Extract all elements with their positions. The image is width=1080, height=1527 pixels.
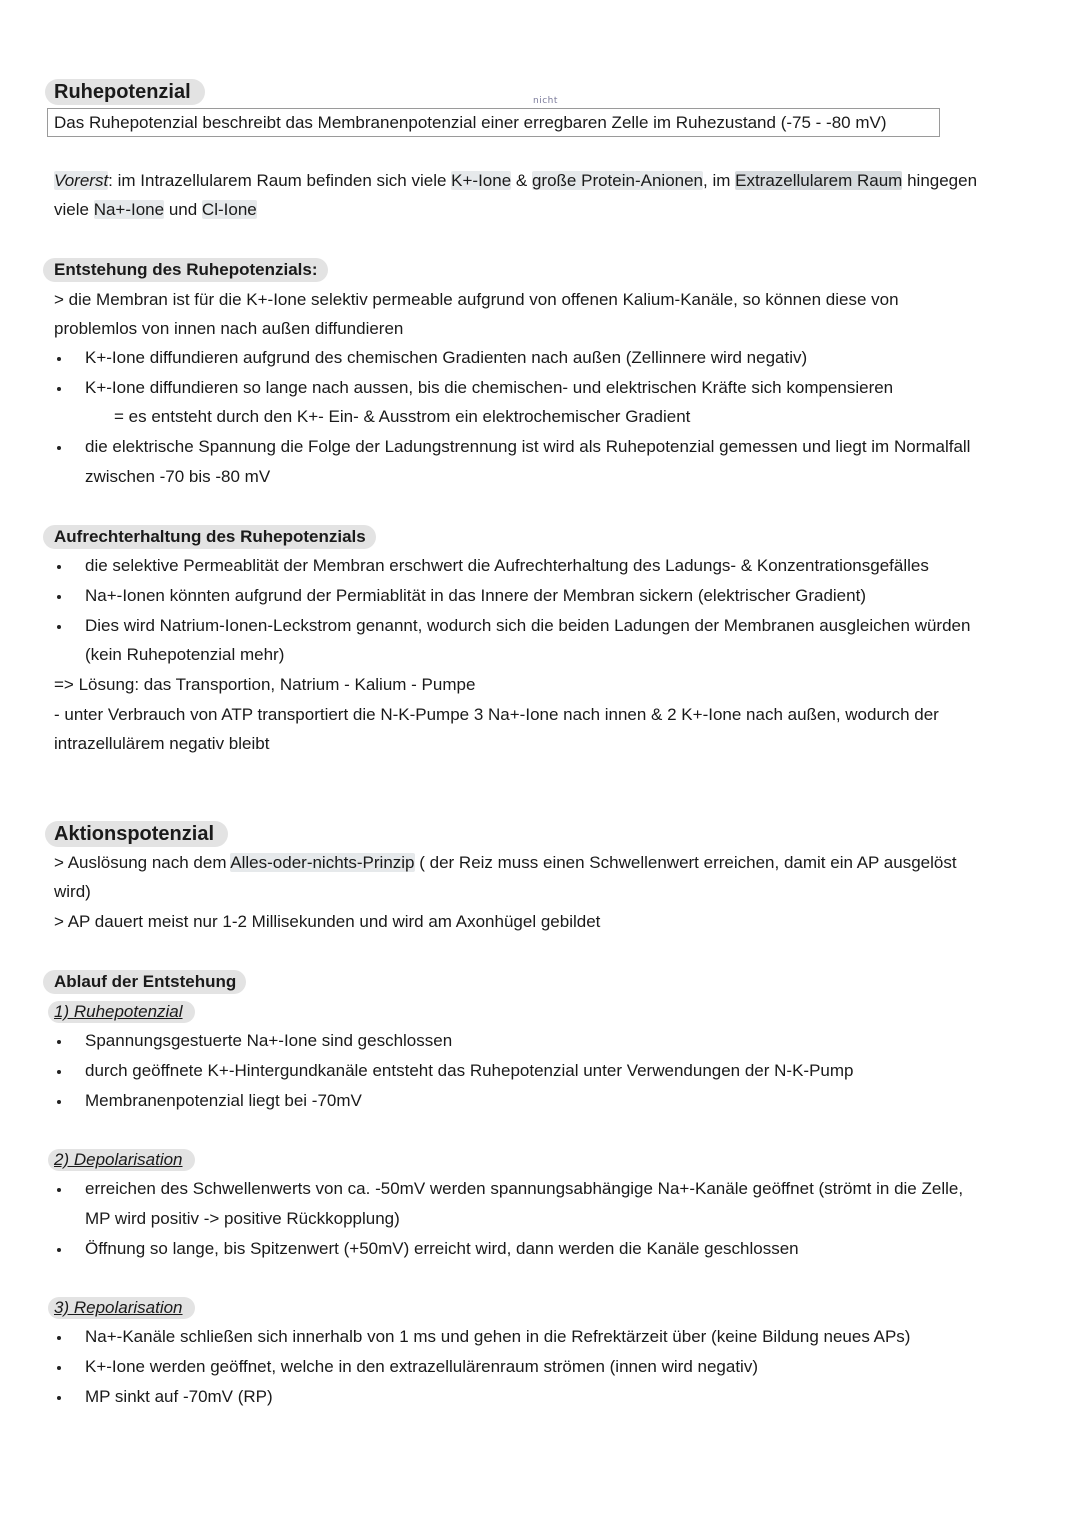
hl-extrazellular: Extrazellularem Raum <box>735 171 903 190</box>
bullet <box>57 1248 61 1252</box>
aufrecht-line-3: intrazellulärem negativ bleibt <box>54 734 270 753</box>
bullet <box>57 1100 61 1104</box>
bullet <box>57 446 61 450</box>
intro-line-1: Vorerst: im Intrazellularem Raum befinden sich viele K+-Ione & große Protein-Anionen, im Extrazellularem Raum hingegen <box>54 171 978 190</box>
s2-bullet-1a: erreichen des Schwellenwerts von ca. -50mV werden spannungsabhängige Na+-Kanäle geöffnet (strömt in die Zelle, <box>85 1179 964 1198</box>
aktion-line-2: wird) <box>54 882 91 901</box>
bullet <box>57 1040 61 1044</box>
bullet <box>57 565 61 569</box>
s1-bullet-2: durch geöffnete K+-Hintergundkanäle entsteht das Ruhepotenzial unter Verwendungen der N-K-Pump <box>85 1061 854 1080</box>
heading-entstehung: Entstehung des Ruhepotenzials: <box>43 258 328 282</box>
s2-bullet-1b: MP wird positiv -> positive Rückkopplung) <box>85 1209 400 1228</box>
s3-bullet-2: K+-Ione werden geöffnet, welche in den extrazellulärenraum strömen (innen wird negativ) <box>85 1357 758 1376</box>
bullet <box>57 1396 61 1400</box>
s3-bullet-1: Na+-Kanäle schließen sich innerhalb von 1 ms und gehen in die Refrektärzeit über (keine Bildung neues APs) <box>85 1327 911 1346</box>
bullet <box>57 1188 61 1192</box>
s1-bullet-3: Membranenpotenzial liegt bei -70mV <box>85 1091 362 1110</box>
subheading-ruhepotenzial: 1) Ruhepotenzial <box>48 1001 195 1023</box>
bullet <box>57 1070 61 1074</box>
definition-box: Das Ruhepotenzial beschreibt das Membranenpotenzial einer erregbaren Zelle im Ruhezustand (-75 - -80 mV) <box>47 108 940 137</box>
bullet <box>57 1336 61 1340</box>
s3-bullet-3: MP sinkt auf -70mV (RP) <box>85 1387 273 1406</box>
bullet <box>57 357 61 361</box>
entstehung-line-1: > die Membran ist für die K+-Ione selektiv permeable aufgrund von offenen Kalium-Kanäle, so können diese von <box>54 290 899 309</box>
subheading-repolarisation: 3) Repolarisation <box>48 1297 195 1319</box>
hl-alles-oder-nichts: Alles-oder-nichts-Prinzip <box>230 853 415 872</box>
handwritten-note: nicht <box>533 96 558 106</box>
entstehung-line-2: problemlos von innen nach außen diffundieren <box>54 319 404 338</box>
bullet <box>57 595 61 599</box>
entstehung-bullet-2: K+-Ione diffundieren so lange nach aussen, bis die chemischen- und elektrischen Kräfte sich kompensieren <box>85 378 894 397</box>
aufrecht-bullet-1: die selektive Permeablität der Membran erschwert die Aufrechterhaltung des Ladungs- & Konzentrationsgefälles <box>85 556 929 575</box>
bullet <box>57 625 61 629</box>
hl-protein: große Protein-Anionen <box>531 171 704 190</box>
entstehung-bullet-1: K+-Ione diffundieren aufgrund des chemischen Gradienten nach außen (Zellinnere wird negativ) <box>85 348 808 367</box>
heading-ablauf: Ablauf der Entstehung <box>43 970 246 994</box>
entstehung-bullet-3a: die elektrische Spannung die Folge der Ladungstrennung ist wird als Ruhepotenzial gemessen und liegt im Normalfall <box>85 437 971 456</box>
heading-aufrechterhaltung: Aufrechterhaltung des Ruhepotenzials <box>43 525 376 549</box>
intro-line-2: viele Na+-Ione und Cl-Ione <box>54 200 257 219</box>
aufrecht-bullet-2: Na+-Ionen könnten aufgrund der Permiablität in das Innere der Membran sickern (elektrischer Gradient) <box>85 586 866 605</box>
heading-ruhepotenzial: Ruhepotenzial <box>45 79 205 105</box>
subheading-depolarisation: 2) Depolarisation <box>48 1149 195 1171</box>
bullet <box>57 387 61 391</box>
s2-bullet-2: Öffnung so lange, bis Spitzenwert (+50mV) erreicht wird, dann werden die Kanäle geschlossen <box>85 1239 799 1258</box>
aktion-line-1: > Auslösung nach dem Alles-oder-nichts-Prinzip ( der Reiz muss einen Schwellenwert erreichen, damit ein AP ausgelöst <box>54 853 957 872</box>
hl-na-ione: Na+-Ione <box>93 200 165 219</box>
bullet <box>57 1366 61 1370</box>
entstehung-bullet-2-sub: = es entsteht durch den K+- Ein- & Ausstrom ein elektrochemischer Gradient <box>114 407 691 426</box>
entstehung-bullet-3b: zwischen -70 bis -80 mV <box>85 467 271 486</box>
aufrecht-line-2: - unter Verbrauch von ATP transportiert die N-K-Pumpe 3 Na+-Ione nach innen & 2 K+-Ione nach außen, wodurch der <box>54 705 939 724</box>
hl-cl-ione: Cl-Ione <box>201 200 257 219</box>
hl-k-ione: K+-Ione <box>451 171 512 190</box>
aufrecht-loesung: => Lösung: das Transportion, Natrium - Kalium - Pumpe <box>54 675 476 694</box>
heading-aktionspotenzial: Aktionspotenzial <box>45 821 228 847</box>
aufrecht-bullet-3a: Dies wird Natrium-Ionen-Leckstrom genannt, wodurch sich die beiden Ladungen der Membranen ausgleichen würden <box>85 616 971 635</box>
aktion-line-3: > AP dauert meist nur 1-2 Millisekunden und wird am Axonhügel gebildet <box>54 912 601 931</box>
aufrecht-bullet-3b: (kein Ruhepotenzial mehr) <box>85 645 285 664</box>
vorerst-label: Vorerst <box>54 171 109 190</box>
s1-bullet-1: Spannungsgestuerte Na+-Ione sind geschlossen <box>85 1031 453 1050</box>
